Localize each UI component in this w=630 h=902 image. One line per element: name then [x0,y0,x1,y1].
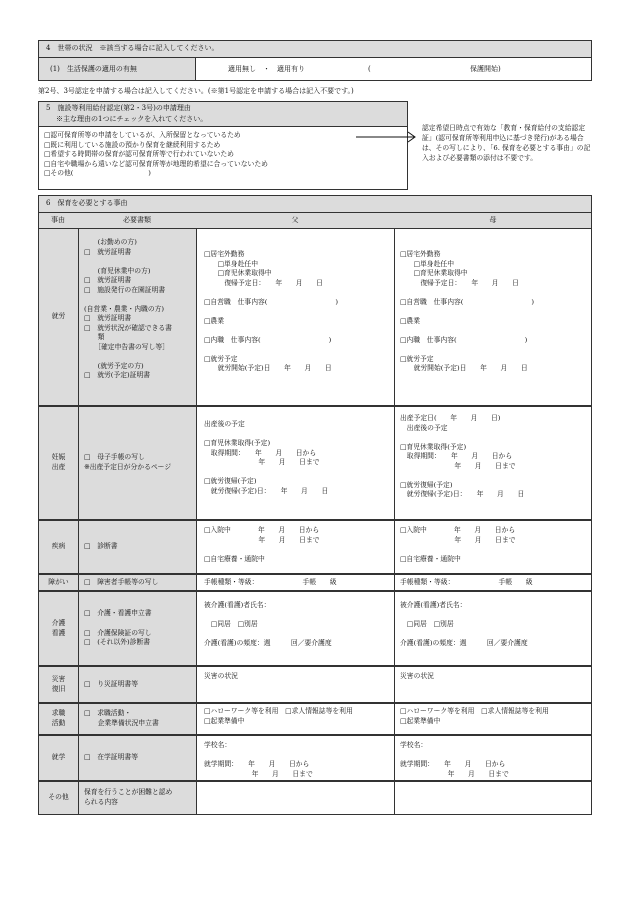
docs-text: □ 障害者手帳等の写し [84,577,159,586]
father-field[interactable]: 災害の状況 [204,672,238,680]
welfare-options[interactable]: 適用無し ・ 適用有り [228,65,305,73]
docs-text: □ 在学証明書等 [84,753,138,762]
reason-label: 妊娠 出産 [51,453,66,471]
father-field[interactable]: □入院中 年 月 日から 年 月 日まで □自宅療養・通院中 [204,526,320,563]
reason-label: 就学 [51,753,66,762]
section5-header-line1: 5 施設等利用給付認定(第2・3号)の申請理由 [46,104,191,112]
father-field[interactable]: □居宅外勤務 □単身赴任中 □育児休業取得中 復帰予定日： 年 月 日 □自営職 仕事内容( ) □農業 □内職 仕事内容( ) □就労予定 就労開始(予定)日 年 月 日 [204,250,339,373]
docs-text: □ 介護・看護申立書 □ 介護保険証の写し □ (それ以外)診断書 [84,609,152,647]
mother-field[interactable]: 学校名： 就学期間： 年 月 日から 年 月 日まで [400,741,509,778]
section6-header: 6 保育を必要とする事由 [46,199,128,207]
mother-field[interactable]: 出産予定日( 年 月 日) 出産後の予定 □育児休業取得(予定) 取得期間： 年 月 日から 年 月 日まで □就労復帰(予定) 就労復帰(予定)日： 年 月 日 [400,414,525,499]
mother-field[interactable]: □ハローワーク等を利用 □求人情報誌等を利用 □起業準備中 [400,707,549,725]
section5-reasons[interactable]: □認可保育所等の申請をしているが、入所保留となっているため □既に利用している施設の預かり保育を継続利用するため □希望する時間帯の保育が認可保育所等で行われていないため □自宅や職場から遠いなど認可保育所等が地理的希望に合っていないため □その他( ) [44,131,268,178]
docs-text: (お勤めの方) □ 就労証明書 (育児休業中の方) □ 就労証明書 □ 施設発行の在園証明書 (自営業・農業・内職の方) □ 就労証明書 □ 就労状況が確認できる書 類 ［確定申告書の写し等］ (就労予定の方) □ 就労(予定)証明書 [84,238,172,380]
section4-header: 4 世帯の状況 ※該当する場合に記入してください。 [46,44,219,52]
col-header-mother: 母 [489,215,497,224]
father-field[interactable] [204,781,390,815]
mother-field[interactable] [400,781,588,815]
mother-field[interactable]: 被介護(看護)者氏名： □同居 □別居 介護(看護)の頻度：週 回／要介護度 [400,601,528,648]
section5-header-line2: ※主な理由の1つにチェックを入れてください。 [56,115,208,123]
docs-text: 保育を行うことが困難と認め られる内容 [84,788,173,806]
welfare-start-date[interactable]: 保護開始) [470,65,501,73]
reason-label: その他 [48,793,69,802]
section5-note: 第2号、3号認定を申請する場合は記入してください。(※第1号認定を申請する場合は記入不要です。) [38,87,354,95]
reason-label: 介護 看護 [51,618,66,637]
reason-label: 就労 [51,312,66,321]
docs-text: □ 母子手帳の写し ※出産予定日が分かるページ [84,453,172,471]
col-header-father: 父 [291,215,299,224]
father-field[interactable]: 学校名： 就学期間： 年 月 日から 年 月 日まで [204,741,313,778]
docs-text: □ 求職活動・ 企業準備状況申立書 [84,709,159,727]
docs-text: □ 診断書 [84,542,118,551]
col-header-reason: 事由 [51,215,65,224]
reason-label: 障がい [48,577,69,586]
col-header-docs: 必要書類 [123,215,151,224]
section4-row-label: (1) 生活保護の適用の有無 [50,65,137,73]
father-field[interactable]: 出産後の予定 □育児休業取得(予定) 取得期間： 年 月 日から 年 月 日まで □就労復帰(予定) 就労復帰(予定)日： 年 月 日 [204,420,329,495]
welfare-paren-open: ( [368,65,371,73]
mother-field[interactable]: □入院中 年 月 日から 年 月 日まで □自宅療養・通院中 [400,526,516,563]
father-field[interactable]: 被介護(看護)者氏名： □同居 □別居 介護(看護)の頻度：週 回／要介護度 [204,601,332,648]
docs-text: □ り災証明書等 [84,679,138,688]
father-field[interactable]: □ハローワーク等を利用 □求人情報誌等を利用 □起業準備中 [204,707,353,725]
mother-field[interactable]: 災害の状況 [400,672,434,680]
father-field[interactable]: 手帳種類・等級： 手帳 級 [204,578,337,586]
reason-label: 災害 復旧 [51,674,66,693]
section5-side-note: 認定希望日時点で有効な「教育・保育給付の支給認定証」(認可保育所等利用申込に基づき発行)がある場合は、その写しにより、「6. 保育を必要とする事由」の記入および必要書類の添付は不要です。 [422,124,591,162]
arrow-right-icon [356,130,420,144]
mother-field[interactable]: □居宅外勤務 □単身赴任中 □育児休業取得中 復帰予定日： 年 月 日 □自営職 仕事内容( ) □農業 □内職 仕事内容( ) □就労予定 就労開始(予定)日 年 月 日 [400,250,535,373]
mother-field[interactable]: 手帳種類・等級： 手帳 級 [400,578,533,586]
reason-label: 求職 活動 [51,709,66,727]
reason-label: 疾病 [51,542,66,551]
